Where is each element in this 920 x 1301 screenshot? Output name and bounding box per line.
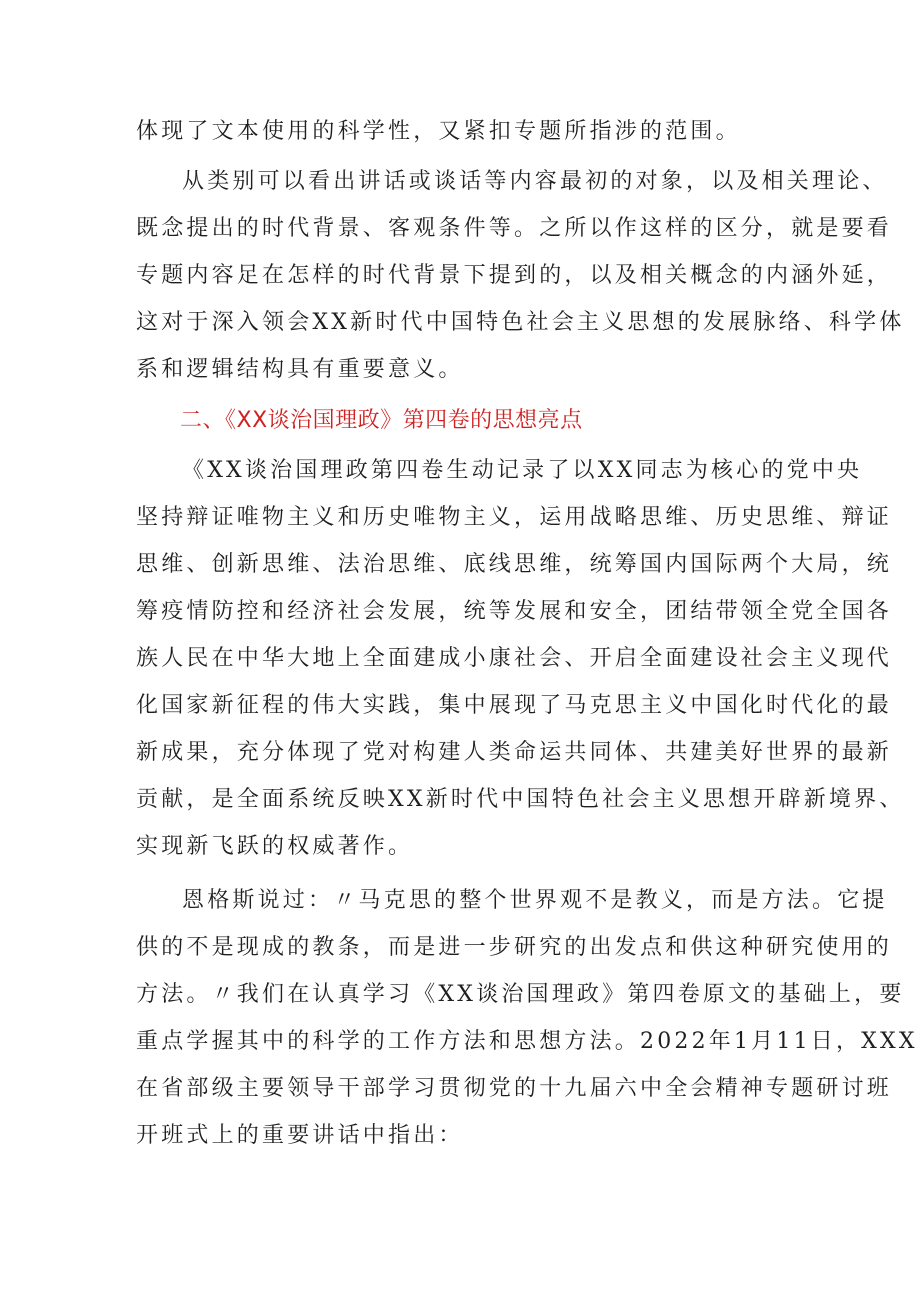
- paragraph-line: 供的不是现成的教条，而是进一步研究的出发点和供这种研究使用的: [136, 935, 893, 960]
- paragraph-line: 从类别可以看出讲话或谈话等内容最初的对象，以及相关理论、: [182, 169, 888, 194]
- paragraph-line: 化国家新征程的伟大实践，集中展现了马克思主义中国化时代化的最: [136, 693, 893, 718]
- section-heading: 二、《XX谈治国理政》第四卷的思想亮点: [180, 408, 583, 433]
- paragraph-line: 实现新飞跃的权威著作。: [136, 834, 414, 859]
- paragraph-line: 既念提出的时代背景、客观条件等。之所以作这样的区分，就是要看: [136, 216, 893, 241]
- paragraph-line: 族人民在中华大地上全面建成小康社会、开启全面建设社会主义现代: [136, 646, 893, 671]
- paragraph-line: 在省部级主要领导干部学习贯彻党的十九届六中全会精神专题研讨班: [136, 1076, 893, 1101]
- paragraph-line: 系和逻辑结构具有重要意义。: [136, 357, 464, 382]
- paragraph-line: 新成果，充分体现了党对构建人类命运共同体、共建美好世界的最新: [136, 740, 893, 765]
- paragraph-line: 重点学握其中的科学的工作方法和思想方法。2022年1月11日，XXX: [136, 1029, 918, 1054]
- paragraph-line: 这对于深入领会XX新时代中国特色社会主义思想的发展脉络、科学体: [136, 310, 905, 335]
- paragraph-line: 思维、创新思维、法治思维、底线思维，统筹国内国际两个大局，统: [136, 552, 893, 577]
- paragraph-line: 体现了文本使用的科学性，又紧扣专题所指涉的范围。: [136, 119, 741, 144]
- paragraph-line: 筹疫情防控和经济社会发展，统等发展和安全，团结带领全党全国各: [136, 599, 893, 624]
- paragraph-line: 专题内容足在怎样的时代背景下提到的，以及相关概念的内涵外延，: [136, 263, 893, 288]
- paragraph-line: 方法。〃我们在认真学习《XX谈治国理政》第四卷原文的基础上，要: [136, 982, 905, 1007]
- paragraph-line: 开班式上的重要讲话中指出：: [136, 1123, 464, 1148]
- paragraph-line: 坚持辩证唯物主义和历史唯物主义，运用战略思维、历史思维、辩证: [136, 505, 893, 530]
- paragraph-line: 贡献，是全面系统反映XX新时代中国特色社会主义思想开辟新境界、: [136, 787, 905, 812]
- paragraph-line: 《XX谈治国理政第四卷生动记录了以XX同志为核心的党中央: [182, 458, 863, 483]
- paragraph-line: 恩格斯说过：〃马克思的整个世界观不是教义，而是方法。它提: [182, 888, 888, 913]
